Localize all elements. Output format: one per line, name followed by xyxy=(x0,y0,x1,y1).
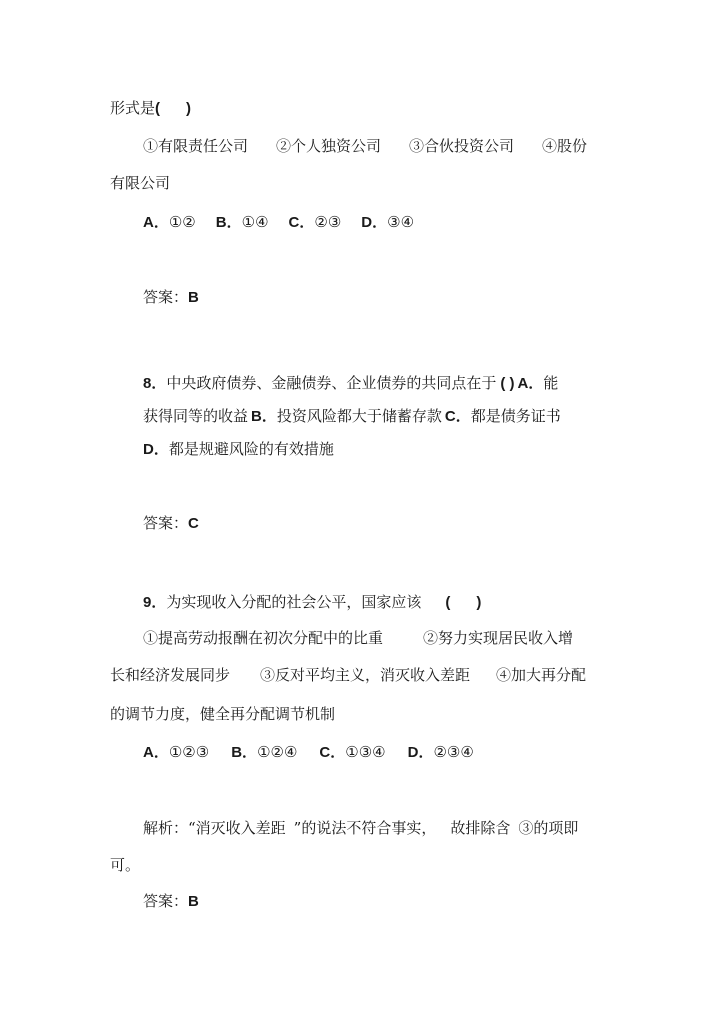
q7-option-2: ②个人独资公司 xyxy=(276,137,382,155)
q9-option-2-cont: 长和经济发展同步 xyxy=(110,666,231,684)
q7-paren-close: ) xyxy=(186,100,192,117)
q7-options-line2 xyxy=(110,173,170,193)
q9-analysis-part-b: ”的说法不符合事实， xyxy=(293,819,437,837)
q7-option-4-cont: 有限公司 xyxy=(110,174,171,192)
q8-choice-b-letter: B xyxy=(251,408,262,425)
q9-analysis-line2 xyxy=(110,855,140,875)
q7-choice-c-text: ②③ xyxy=(314,213,342,231)
q8-choice-b-text: 投资风险都大于储蓄存款 xyxy=(276,407,442,425)
q9-answer-label: 答案： xyxy=(143,892,189,910)
q7-option-4: ④股份 xyxy=(542,137,588,155)
q9-option-4: ④加大再分配 xyxy=(496,666,587,684)
q8-choice-c-text: 都是债务证书 xyxy=(470,407,561,425)
q9-option-4-cont: 的调节力度，健全再分配调节机制 xyxy=(110,705,336,723)
q8-choice-d-letter: D xyxy=(143,441,154,458)
q7-paren-open: ( xyxy=(155,100,161,117)
q9-analysis-cont: 可。 xyxy=(110,856,141,874)
q7-choice-b-letter: B xyxy=(215,214,227,231)
q8-answer-value: C xyxy=(188,515,199,532)
q7-answer xyxy=(143,287,199,308)
q9-choice-d-letter: D xyxy=(407,744,419,761)
q7-answer-label: 答案： xyxy=(143,288,189,306)
q8-line1: 8．中央政府债券、金融债券、企业债券的共同点在于 ( ) A．能 xyxy=(143,374,559,392)
q9-line3 xyxy=(110,665,586,685)
q9-analysis-part-c: 故排除含 xyxy=(450,819,511,837)
q9-choices: A．①②③ B．①②④ C．①③④ D．②③④ xyxy=(143,743,474,761)
q9-line1: 9．为实现收入分配的社会公平，国家应该 ( ) xyxy=(143,593,482,611)
q8-choice-c-letter: C xyxy=(444,408,456,425)
q9-option-1: ①提高劳动报酬在初次分配中的比重 xyxy=(143,629,384,647)
q7-choice-d-letter: D xyxy=(361,214,373,231)
q9-choice-c-text: ①③④ xyxy=(345,743,386,761)
q9-answer xyxy=(143,891,199,912)
q9-choice-c-letter: C xyxy=(319,744,331,761)
q8-paren: ( ) xyxy=(500,375,515,392)
q9-option-3: ③反对平均主义，消灭收入差距 xyxy=(260,666,471,684)
q8-stem: 中央政府债券、金融债券、企业债券的共同点在于 xyxy=(166,374,497,392)
q7-answer-value: B xyxy=(188,289,199,306)
q7-option-1: ①有限责任公司 xyxy=(143,137,249,155)
q9-number: 9 xyxy=(143,594,152,611)
q8-choice-d-text: 都是规避风险的有效措施 xyxy=(168,440,334,458)
q8-choice-a-letter: A xyxy=(517,375,529,392)
q9-choice-d-text: ②③④ xyxy=(433,743,474,761)
q7-choice-a-letter: A xyxy=(143,214,154,231)
q7-choice-d-text: ③④ xyxy=(387,213,415,231)
q8-line3: D．都是规避风险的有效措施 xyxy=(143,440,334,458)
q9-analysis-part-a: 解析：“消灭收入差距 xyxy=(143,819,286,837)
q9-paren-close: ) xyxy=(476,594,482,611)
q8-answer-label: 答案： xyxy=(143,514,189,532)
q8-answer xyxy=(143,513,199,534)
q9-line2 xyxy=(143,628,573,648)
q7-option-3: ③合伙投资公司 xyxy=(409,137,515,155)
q9-analysis-part-d: ③的项即 xyxy=(518,819,579,837)
q7-choice-b-text: ①④ xyxy=(241,213,269,231)
q7-stem-text: 形式是 xyxy=(110,99,156,117)
q7-choice-c-letter: C xyxy=(288,214,300,231)
q8-number: 8 xyxy=(143,375,152,392)
q9-line4 xyxy=(110,704,335,724)
q9-choice-b-text: ①②④ xyxy=(257,743,298,761)
q9-answer-value: B xyxy=(188,893,199,910)
q9-choice-a-text: ①②③ xyxy=(168,743,210,761)
q7-options-line1 xyxy=(143,136,587,156)
q7-stem-tail xyxy=(110,98,191,119)
q8-choice-a-text: 能 xyxy=(543,374,559,392)
q7-choice-a-text: ①② xyxy=(168,213,196,231)
q9-choice-b-letter: B xyxy=(231,744,243,761)
q7-choices: A．①② B．①④ C．②③ D．③④ xyxy=(143,213,415,231)
q8-choice-a-cont: 获得同等的收益 xyxy=(143,407,249,425)
q9-choice-a-letter: A xyxy=(143,744,154,761)
q8-line2: 获得同等的收益 B．投资风险都大于储蓄存款 C．都是债务证书 xyxy=(143,407,561,425)
q9-paren-open: ( xyxy=(445,594,451,611)
q9-analysis-line1 xyxy=(143,818,578,838)
q9-stem: 为实现收入分配的社会公平，国家应该 xyxy=(166,593,422,611)
q9-option-2: ②努力实现居民收入增 xyxy=(423,629,574,647)
